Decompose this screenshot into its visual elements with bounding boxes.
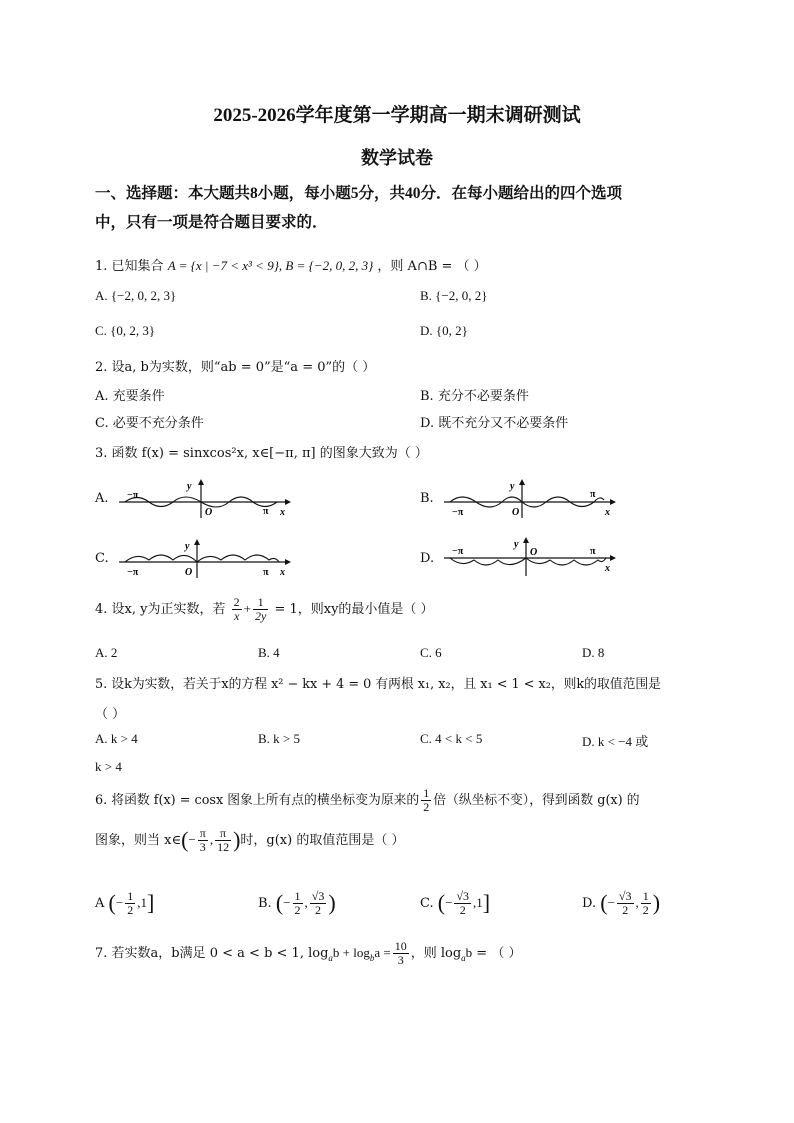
q6-line2 — [95, 827, 404, 854]
q7-mid: b + log — [332, 945, 370, 961]
q4-pre: 4. 设x, y为正实数，若 — [95, 602, 226, 618]
question-3: 3. 函数 f(x) = sinxcos²x, x∈[−π, π] 的图象大致为（ ） — [95, 446, 428, 461]
q6-d-r3 — [617, 890, 634, 917]
q6-frac-a2 — [215, 827, 231, 854]
q6-d-half-d: 2 — [642, 903, 649, 918]
q1-suffix: ，则 A∩B = （ ） — [377, 259, 487, 274]
q6-c-one: 1 — [476, 895, 483, 911]
q7-eq: a = — [374, 945, 391, 961]
q6-d-open: ( — [600, 890, 608, 916]
q4-fraction-1 — [232, 596, 242, 623]
q6-d-r3-n: √3 — [618, 889, 632, 903]
question-6 — [95, 787, 640, 814]
q6-label-b: B. — [258, 896, 272, 912]
q6-a2-num: π — [215, 827, 231, 841]
q6-comma: , — [209, 832, 214, 848]
q4-f1-num: 2 — [233, 595, 240, 609]
q6-d-comma: , — [635, 895, 639, 911]
q7-sub-a: a — [328, 952, 333, 963]
q7-post: ，则 log — [410, 946, 462, 962]
graph-a-y: y — [187, 481, 192, 492]
q7-sub-b: b — [369, 952, 375, 963]
q6-label-a: A — [95, 896, 105, 912]
q6-l2post: 时，g(x) 的取值范围是（ ） — [240, 833, 405, 849]
q4-option-c: C. 6 — [420, 645, 442, 660]
q5-paren: （ ） — [95, 707, 126, 722]
q6-a-half-d: 2 — [127, 903, 134, 918]
q1-sets: A = {x | −7 < x³ < 9}, B = {−2, 0, 2, 3} — [167, 258, 374, 273]
q6-a-one: 1 — [140, 895, 147, 911]
q6-a-open: ( — [108, 890, 116, 916]
graph-a-neg-pi: −π — [127, 490, 139, 501]
q6-option-a — [95, 890, 154, 917]
q6-b-r3-n: √3 — [311, 889, 325, 903]
q1-option-c: C. {0, 2, 3} — [95, 323, 156, 338]
graph-c-o: O — [185, 567, 193, 578]
q6-option-b — [258, 890, 336, 917]
page-subtitle: 数学试卷 — [361, 148, 433, 168]
graph-d-neg-pi: −π — [452, 546, 464, 557]
q6-b-half — [293, 890, 303, 917]
q6-b-r3 — [310, 890, 327, 917]
q2-option-d: D. 既不充分又不必要条件 — [420, 416, 569, 431]
q2-option-a: A. 充要条件 — [95, 389, 165, 404]
q3-label-b: B. — [420, 491, 434, 506]
q6-option-c — [420, 890, 490, 917]
q6-c-open: ( — [437, 890, 446, 916]
q1-prefix: 1. 已知集合 — [95, 259, 164, 274]
q6-c-minus: − — [445, 895, 453, 911]
q6-paren-open: ( — [181, 827, 189, 853]
graph-c-y: y — [185, 541, 190, 552]
q7-pre: 7. 若实数a，b满足 0 < a < b < 1, log — [95, 946, 329, 962]
q6-a-close: ] — [146, 890, 155, 916]
q2-option-b: B. 充分不必要条件 — [420, 389, 529, 404]
q3-label-a: A. — [95, 491, 109, 506]
q7-frac-num: 10 — [394, 939, 407, 953]
q7-fraction — [393, 940, 409, 967]
page-title: 2025-2026学年度第一学期高一期末调研测试 — [213, 105, 581, 126]
q6-l2pre: 图象，则当 x∈ — [95, 833, 182, 849]
q6-c-r3-n: √3 — [456, 889, 470, 903]
q6-half-den: 2 — [423, 800, 430, 815]
q3-graph-d — [442, 536, 617, 578]
q6-b-comma: , — [304, 895, 308, 911]
q7-sub-a2: a — [461, 952, 466, 963]
q4-f1-den: x — [233, 609, 240, 624]
q6-paren-close: ) — [233, 827, 241, 853]
graph-a-o: O — [205, 507, 213, 518]
q5-option-d: D. k < −4 或 — [582, 734, 649, 749]
q6-b-half-n: 1 — [294, 889, 301, 903]
q7-tail: = （ ） — [472, 946, 522, 962]
q5-option-b: B. k > 5 — [258, 731, 301, 746]
q5-option-c: C. 4 < k < 5 — [420, 731, 483, 746]
q6-d-r3-d: 2 — [622, 903, 629, 918]
section-heading-line2: 中，只有一项是符合题目要求的． — [95, 214, 328, 231]
question-1 — [95, 255, 487, 274]
graph-b-x: x — [605, 507, 610, 518]
q7-end: b — [465, 945, 473, 961]
q6-a-half-n: 1 — [127, 889, 134, 903]
q6-b-half-d: 2 — [294, 903, 301, 918]
q3-label-d: D. — [420, 551, 435, 566]
q6-b-close: ) — [328, 890, 336, 916]
q6-b-minus: − — [283, 895, 291, 911]
q2-option-c: C. 必要不充分条件 — [95, 416, 204, 431]
graph-b-o: O — [512, 507, 520, 518]
graph-d-y: y — [514, 539, 519, 550]
q6-frac-a1 — [198, 827, 208, 854]
q4-f2-num: 1 — [253, 596, 268, 610]
question-7 — [95, 940, 521, 967]
q6-minus: − — [188, 832, 196, 848]
graph-c-neg-pi: −π — [127, 567, 139, 578]
q3-graph-a — [117, 478, 292, 520]
graph-d-x: x — [605, 563, 610, 574]
question-4 — [95, 596, 434, 623]
section-heading-line1: 一、选择题：本大题共8小题，每小题5分，共40分．在每小题给出的四个选项 — [95, 185, 623, 202]
q6-b-r3-d: 2 — [315, 903, 322, 918]
q6-a-minus: − — [115, 895, 124, 911]
q6-c-comma: , — [473, 895, 477, 911]
q1-option-d: D. {0, 2} — [420, 323, 468, 338]
q6-post: 倍（纵坐标不变），得到函数 g(x) 的 — [433, 793, 640, 809]
q6-a1-num: π — [199, 826, 206, 840]
q6-label-c: C. — [420, 896, 434, 912]
q6-c-r3 — [454, 890, 471, 917]
graph-c-x: x — [280, 567, 285, 578]
graph-c-pi: π — [263, 567, 269, 578]
q6-label-d: D. — [582, 896, 597, 912]
q1-option-b: B. {−2, 0, 2} — [420, 288, 488, 303]
q3-graph-b — [442, 478, 617, 520]
q6-option-d — [582, 890, 660, 917]
q6-c-close: ] — [482, 890, 491, 916]
q6-d-half-n: 1 — [642, 889, 649, 903]
q5-option-d-cont: k > 4 — [95, 759, 122, 774]
q6-b-open: ( — [275, 890, 284, 916]
question-5: 5. 设k为实数，若关于x的方程 x² − kx + 4 = 0 有两根 x₁, x₂，且 x₁ < 1 < x₂，则k的取值范围是 — [95, 677, 661, 692]
q6-d-close: ) — [652, 890, 661, 916]
q6-half — [421, 787, 431, 814]
q1-option-a: A. {−2, 0, 2, 3} — [95, 288, 177, 303]
graph-b-pi: π — [590, 489, 596, 500]
q6-pre: 6. 将函数 f(x) = cosx 图象上所有点的横坐标变为原来的 — [95, 793, 420, 809]
q3-label-c: C. — [95, 551, 109, 566]
q6-half-num: 1 — [423, 786, 430, 800]
q6-d-half — [641, 890, 651, 917]
q4-plus: + — [243, 601, 251, 617]
q6-a-half — [125, 890, 135, 917]
question-2: 2. 设a, b为实数，则“ab = 0”是“a = 0”的（ ） — [95, 360, 376, 375]
graph-d-o: O — [530, 547, 538, 558]
graph-a-x: x — [280, 507, 285, 518]
graph-b-neg-pi: −π — [452, 507, 464, 518]
q4-post: = 1，则xy的最小值是（ ） — [274, 602, 434, 618]
q6-a-comma: , — [137, 895, 141, 911]
q6-a1-den: 3 — [199, 840, 206, 855]
q4-fraction-2 — [253, 596, 268, 623]
q4-f2-den: 2y — [254, 609, 267, 624]
q4-option-d: D. 8 — [582, 645, 605, 660]
q7-frac-den: 3 — [397, 953, 404, 968]
q6-c-r3-d: 2 — [459, 903, 466, 918]
graph-b-y: y — [510, 481, 515, 492]
graph-d-pi: π — [590, 546, 596, 557]
q6-d-minus: − — [607, 895, 615, 911]
graph-a-pi: π — [263, 506, 269, 517]
q6-a2-den: 12 — [217, 840, 230, 855]
q4-option-a: A. 2 — [95, 645, 118, 660]
q4-option-b: B. 4 — [258, 645, 280, 660]
q5-option-a: A. k > 4 — [95, 731, 138, 746]
q3-graph-c — [117, 538, 292, 580]
